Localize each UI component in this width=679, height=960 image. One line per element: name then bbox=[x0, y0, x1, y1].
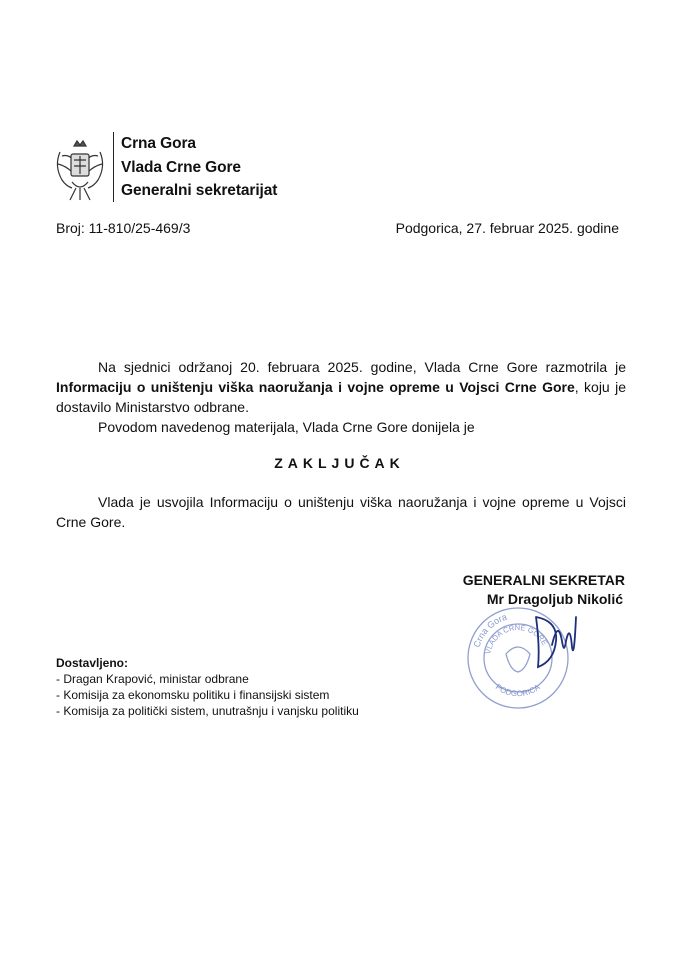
svg-text:PODGORICA bbox=[494, 682, 542, 698]
body-paragraph-3 bbox=[56, 492, 626, 532]
p1-bold: Informaciju o uništenju viška naoružanja i vojne opreme u Vojsci Crne Gore bbox=[56, 379, 575, 395]
header-office: Generalni sekretarijat bbox=[121, 182, 278, 199]
conclusion-text: Vlada je usvojila Informaciju o uništenju viška naoružanja i vojne opreme u Vojsci Crne Gore. bbox=[56, 494, 626, 530]
header-country: Crna Gora bbox=[121, 135, 196, 152]
distribution-item: - Komisija za politički sistem, unutrašnju i vanjsku politiku bbox=[56, 704, 359, 718]
header-government: Vlada Crne Gore bbox=[121, 159, 241, 176]
stamp-inner-text: VLADA CRNE GORE bbox=[483, 622, 550, 655]
place-date: Podgorica, 27. februar 2025. godine bbox=[395, 220, 619, 236]
body-paragraph-2: Povodom navedenog materijala, Vlada Crne Gore donijela je bbox=[98, 419, 475, 435]
stamp-top-text: Crna Gora bbox=[471, 611, 509, 649]
signatory-name: Mr Dragoljub Nikolić bbox=[486, 591, 623, 607]
stamp-bottom-text: PODGORICA bbox=[493, 682, 542, 699]
handwritten-signature-icon bbox=[522, 605, 582, 675]
header-divider bbox=[113, 132, 114, 202]
distribution-item: - Komisija za ekonomsku politiku i finansijski sistem bbox=[56, 688, 330, 702]
distribution-item: - Dragan Krapović, ministar odbrane bbox=[56, 672, 249, 686]
body-paragraph-1 bbox=[56, 357, 626, 437]
p1-end: , koju je dostavilo Ministarstvo odbrane. bbox=[56, 379, 627, 415]
signatory-title: GENERALNI SEKRETAR bbox=[462, 572, 625, 588]
p1-start: Na sjednici održanoj 20. februara 2025. godine, Vlada Crne Gore razmotrila je bbox=[98, 359, 626, 375]
reference-number: Broj: 11-810/25-469/3 bbox=[56, 220, 191, 236]
coat-of-arms-icon bbox=[52, 138, 108, 204]
conclusion-title: ZAKLJUČAK bbox=[274, 455, 405, 471]
distribution-label: Dostavljeno: bbox=[56, 656, 129, 670]
